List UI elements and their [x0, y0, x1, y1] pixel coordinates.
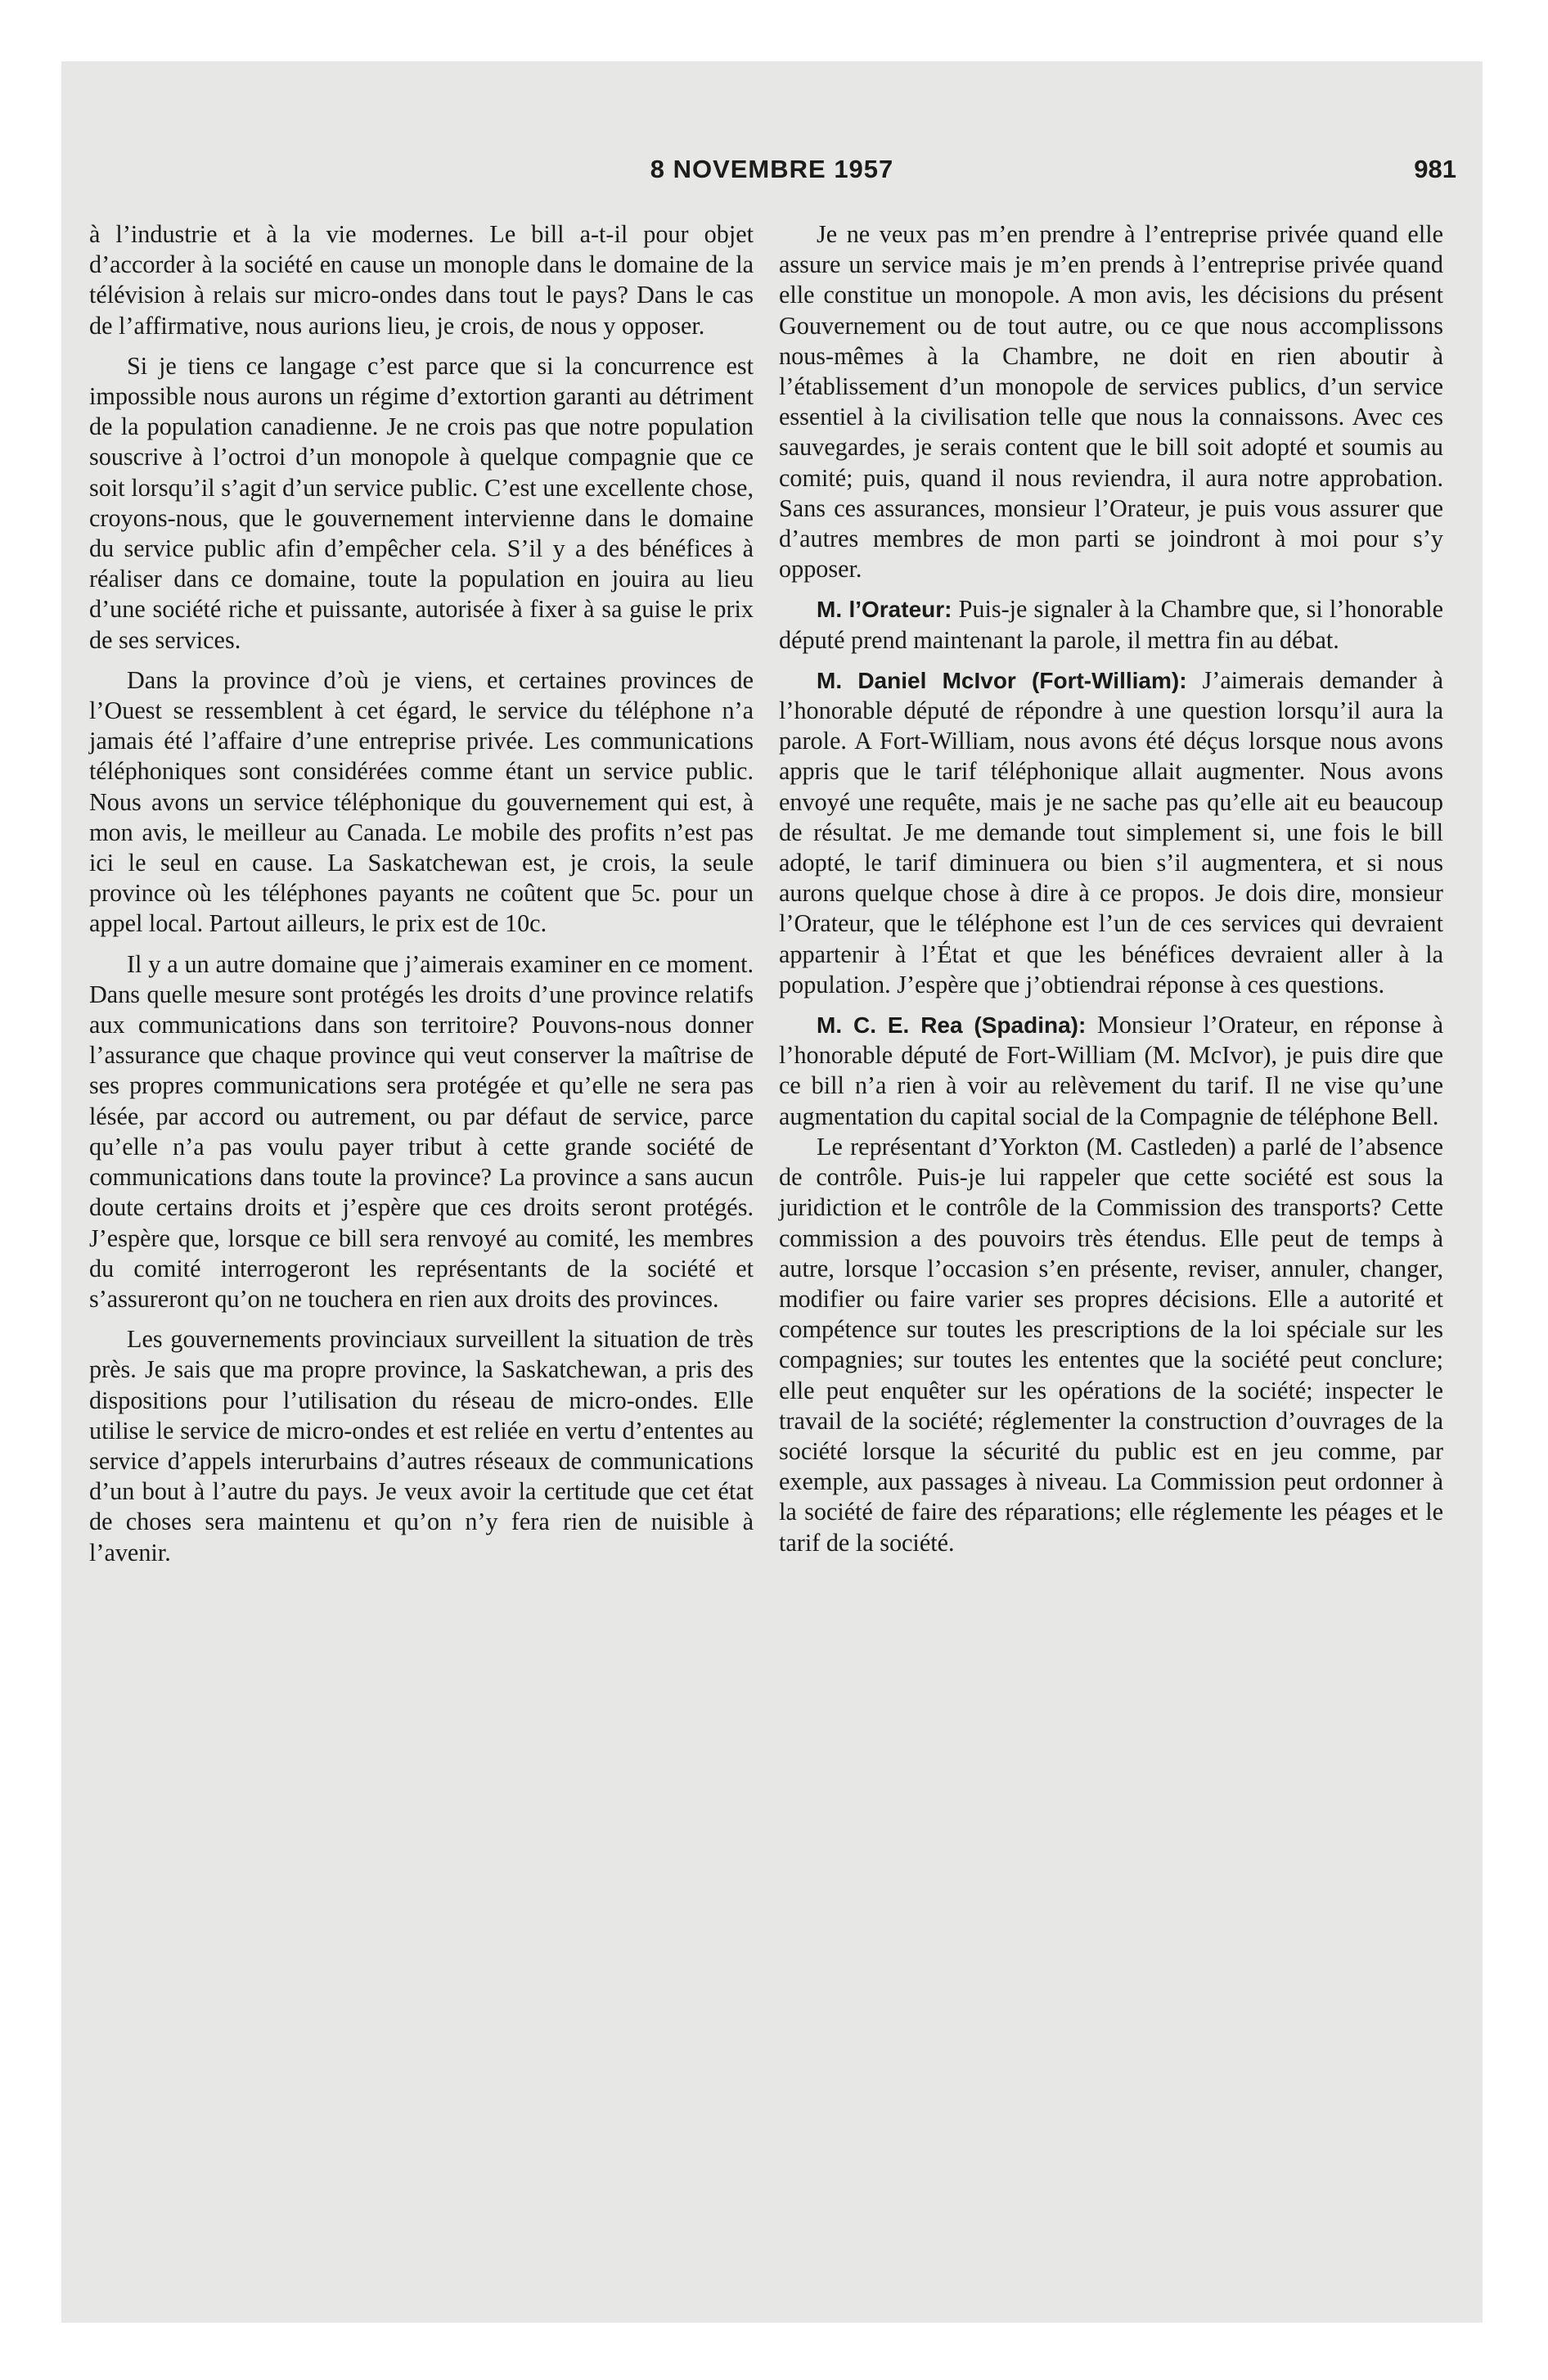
paragraph: Si je tiens ce langage c’est parce que si la concurrence est impossible nous aurons un régime d’extortion garanti au détriment de la population canadienne. Je ne crois pas que notre population souscrive à l’octroi d’un monopole à quelque compagnie que ce soit lorsqu’il s’agit d’un service public. C’est une excellente chose, croyons-nous, que le gouvernement intervienne dans le domaine du service public afin d’empêcher cela. S’il y a des bénéfices à réaliser dans ce domaine, toute la population en jouira au lieu d’une société riche et puissante, autorisée à fixer à sa guise le prix de ses services. — [89, 351, 754, 654]
paragraph: Je ne veux pas m’en prendre à l’entreprise privée quand elle assure un service mais je m’en prends à l’entreprise privée quand elle constitue un monopole. A mon avis, les décisions du présent Gouvernement ou de tout autre, ou ce que nous accomplissons nous-mêmes à la Chambre, ne doit en rien aboutir à l’établissement d’un monopole de services publics, d’un service essentiel à la civilisation telle que nous la connaissons. Avec ces sauvegardes, je serais content que le bill soit adopté et soumis au comité; puis, quand il nous reviendra, il aura notre approbation. Sans ces assurances, monsieur l’Orateur, je puis vous assurer que d’autres membres de mon parti se joindront à moi pour s’y opposer. — [779, 220, 1443, 584]
right-column — [779, 219, 1443, 1568]
speech-text: Puis-je signaler à la Chambre que, si l’honorable député prend maintenant la parole, il mettra fin au débat. — [779, 595, 1444, 654]
header-date: 8 NOVEMBRE 1957 — [650, 155, 894, 183]
speech-orateur — [779, 594, 1443, 655]
paragraph: Le représentant d’Yorkton (M. Castleden) a parlé de l’absence de contrôle. Puis-je lui rappeler que cette société est sous la juridiction et le contrôle de la Commission des transports? Cette commission a des pouvoirs très étendus. Elle peut de temps à autre, lorsque l’occasion s’en présente, reviser, annuler, changer, modifier ou faire varier ses propres décisions. Elle a autorité et compétence sur toutes les prescriptions de la loi spéciale sur les compagnies; sur toutes les ententes que la société peut conclure; elle peut enquêter sur les opérations de la société; inspecter le travail de la société; réglementer la construction d’ouvrages de la société lorsque la sécurité du public est en jeu comme, par exemple, aux passages à niveau. La Commission peut ordonner à la société de faire des réparations; elle réglemente les péages et le tarif de la société. — [779, 1132, 1443, 1557]
paragraph: à l’industrie et à la vie modernes. Le bill a-t-il pour objet d’accorder à la société en cause un monople dans le domaine de la télévision à relais sur micro-ondes dans tout le pays? Dans le cas de l’affirmative, nous aurions lieu, je crois, de nous y opposer. — [89, 220, 754, 340]
paragraph: Dans la province d’où je viens, et certaines provinces de l’Ouest se ressemblent à cet égard, le service du téléphone n’a jamais été l’affaire d’une entreprise privée. Les communications téléphoniques sont considérées comme étant un service public. Nous avons un service téléphonique du gouvernement qui est, à mon avis, le meilleur au Canada. Le mobile des profits n’est pas ici le seul en cause. La Saskatchewan est, je crois, la seule province où les téléphones payants ne coûtent que 5c. pour un appel local. Partout ailleurs, le prix est de 10c. — [89, 665, 754, 938]
document-page — [61, 61, 1483, 2323]
page-header — [61, 155, 1483, 187]
left-column — [89, 219, 754, 1578]
page-number: 981 — [1414, 155, 1456, 183]
speech-text: J’aimerais demander à l’honorable député de répondre à une question lorsqu’il aura la parole. A Fort-William, nous avons été déçus lorsque nous avons appris que le tarif téléphonique allait augmenter. Nous avons envoyé une requête, mais je ne sache pas qu’elle ait eu beaucoup de résultat. Je me demande tout simplement si, une fois le bill adopté, le tarif diminuera ou bien s’il augmentera, et si nous aurons quelque chose à dire à ce propos. Je dois dire, monsieur l’Orateur, que le téléphone est l’un de ces services qui devraient appartenir à l’État et que les bénéfices devraient aller à la population. J’espère que j’obtiendrai réponse à ces questions. — [779, 665, 1443, 998]
speaker-name: M. l’Orateur: — [817, 597, 952, 623]
speech-rea — [779, 1010, 1443, 1132]
speaker-name: M. Daniel McIvor (Fort-William): — [817, 667, 1187, 693]
paragraph: Il y a un autre domaine que j’aimerais examiner en ce moment. Dans quelle mesure sont protégés les droits d’une province relatifs aux communications dans son territoire? Pouvons-nous donner l’assurance que chaque province qui veut conserver la maîtrise de ses propres communications sera protégée et qu’elle ne sera pas lésée, par accord ou autrement, ou par défaut de service, parce qu’elle n’a pas voulu payer tribut à cette grande société de communications dans toute la province? La province a sans aucun doute certains droits et j’espère que ces droits seront protégés. J’espère que, lorsque ce bill sera renvoyé au comité, les membres du comité interrogeront les représentants de la société et s’assureront qu’on ne touchera en rien aux droits des provinces. — [89, 949, 754, 1313]
speech-text: Monsieur l’Orateur, en réponse à l’honorable député de Fort-William (M. McIvor), je puis dire que ce bill n’a rien à voir au relèvement du tarif. Il ne vise qu’une augmentation du capital social de la Compagnie de téléphone Bell. — [779, 1011, 1444, 1130]
speaker-name: M. C. E. Rea (Spadina): — [817, 1012, 1087, 1039]
paragraph: Les gouvernements provinciaux surveillent la situation de très près. Je sais que ma propre province, la Saskatchewan, a pris des dispositions pour l’utilisation du réseau de micro-ondes. Elle utilise le service de micro-ondes et est reliée en vertu d’ententes au service d’appels interurbains d’autres réseaux de communications d’un bout à l’autre du pays. Je veux avoir la certitude que cet état de choses sera maintenu et qu’on n’y fera rien de nuisible à l’avenir. — [89, 1325, 754, 1566]
speech-mcivor — [779, 665, 1443, 1000]
